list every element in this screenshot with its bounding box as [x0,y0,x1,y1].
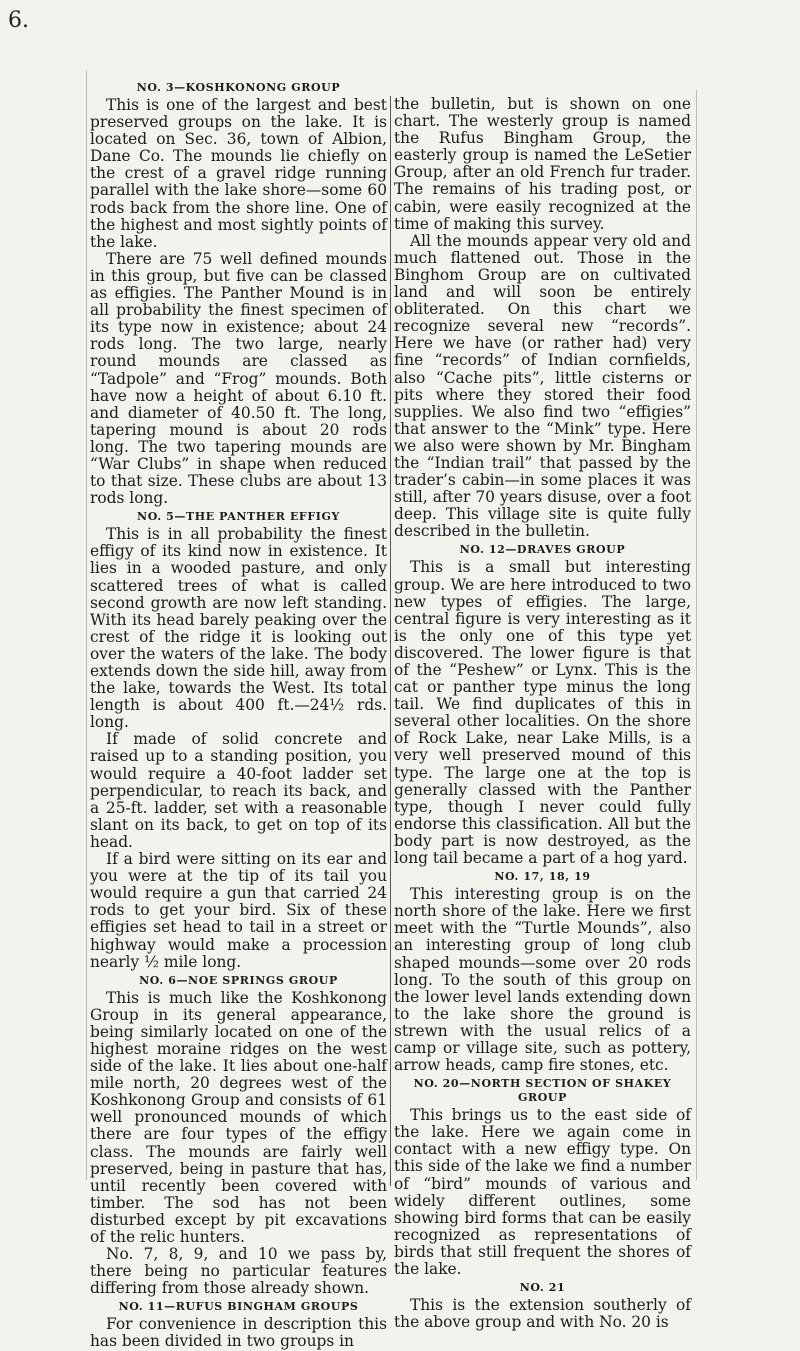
paragraph: There are 75 well defined mounds in this group, but five can be classed as effigies. The Panther Mound is in all probability the finest specimen of its type now in existence; about 24 rods long. The two large, nearly round mounds are classed as “Tadpole” and “Frog” mounds. Both have now a height of about 6.10 ft. and diameter of 40.50 ft. The long, tapering mound is about 20 rods long. The two tapering mounds are “War Clubs” in shape when reduced to that size. These clubs are about 13 rods long. [90,249,387,508]
column-divider [390,96,391,1186]
paragraph: This interesting group is on the north shore of the lake. Here we first meet with the “Turtle Mounds”, also an interesting group of long club shaped mounds—some over 20 rods long. To the south of this group on the lower level lands extending down to the lake shore the ground is strewn with the usual relics of a camp or village site, such as pottery, arrow heads, camp fire stones, etc. [394,885,691,1075]
paragraph: This is in all probability the finest effigy of its kind now in existence. It lies in a wooded pasture, and only scattered trees of what is called second growth are now left standing. With its head barely peaking over the crest of the ridge it is looking out over the waters of the lake. The body extends down the side hill, away from the lake, towards the West. Its total length is about 400 ft.—24½ rds. long. [90,525,387,732]
paragraph: For convenience in description this has been divided in two groups in [90,1315,387,1351]
left-column [90,78,387,1351]
paragraph: This is one of the largest and best preserved groups on the lake. It is located on Sec. 36, town of Albion, Dane Co. The mounds lie chiefly on the crest of a gravel ridge running parallel with the lake shore—some 60 rods back from the shore line. One of the highest and most sightly points of the lake. [90,96,387,251]
paragraph: If a bird were sitting on its ear and you were at the tip of its tail you would require a gun that carried 24 rods to get your bird. Six of these effigies set head to tail in a street or highway would make a procession nearly ½ mile long. [90,850,387,971]
heading-panther-effigy: NO. 5—THE PANTHER EFFIGY [137,510,340,524]
paragraph: All the mounds appear very old and much flattened out. Those in the Binghom Group are on cultivated land and will soon be entirely obliterated. On this chart we recognize several new “records”. Here we have (or rather had) very fine “records” of Indian cornfields, also “Cache pits”, little cisterns or pits where they stored their food supplies. We also find two “effigies” that answer to the “Mink” type. Here we also were shown by Mr. Bingham the “Indian trail” that passed by the trader’s cabin—in some places it was still, after 70 years disuse, over a foot deep. This village site is quite fully described in the bulletin. [394,231,691,541]
paragraph: the bulletin, but is shown on one chart. The westerly group is named the Rufus Bingham Group, the easterly group is named the LeSetier Group, after an old French fur trader. The remains of his trading post, or cabin, were easily recognized at the time of making this survey. [394,95,691,233]
page-number: 6. [8,8,29,33]
paragraph: This brings us to the east side of the lake. Here we again come in contact with a new effigy type. On this side of the lake we find a number of “bird” mounds of various and widely different outlines, some showing bird forms that can be easily recognized as representations of birds that still frequent the shores of the lake. [394,1106,691,1278]
heading-koshkonong-group: NO. 3—KOSHKONONG GROUP [136,81,341,94]
heading-draves-group: NO. 12—DRAVES GROUP [459,543,626,557]
heading-rufus-bingham-groups: NO. 11—RUFUS BINGHAM GROUPS [118,1300,359,1314]
paragraph: This is much like the Koshkonong Group in its general appearance, being similarly located on one of the highest moraine ridges on the west side of the lake. It lies about one-half mile north, 20 degrees west of the Koshkonong Group and consists of 61 well pronounced mounds of which there are four types of the effigy class. The mounds are fairly well preserved, being in pasture that has, until recently been covered with timber. The sod has not been disturbed except by pit excavations of the relic hunters. [90,988,387,1246]
heading-no-17-18-19: NO. 17, 18, 19 [494,870,591,884]
paragraph: This is a small but interesting group. We are here introduced to two new types of effigies. The large, central figure is very interesting as it is the only one of this type yet discovered. The lower figure is that of the “Peshew” or Lynx. This is the cat or panther type minus the long tail. We find duplicates of this in several other localities. On the shore of Rock Lake, near Lake Mills, is a very well preserved mound of this type. The large one at the top is generally classed with the Panther type, though I never could fully endorse this classification. All but the body part is now destroyed, as the long tail became a part of a hog yard. [394,558,691,868]
clipping-right-edge [696,90,697,1180]
paragraph: If made of solid concrete and raised up to a standing position, you would require a 40-foot ladder set perpendicular, to reach its back, and a 25-ft. ladder, set with a reasonable slant on its back, to get on top of its head. [90,730,387,851]
heading-shakey-group: NO. 20—NORTH SECTION OF SHAKEY GROUP [413,1077,672,1105]
clipping-left-edge [86,70,87,1180]
heading-no-21: NO. 21 [519,1281,566,1295]
heading-noe-springs-group: NO. 6—NOE SPRINGS GROUP [139,973,338,987]
right-column [394,96,691,1331]
paragraph: No. 7, 8, 9, and 10 we pass by, there being no particular features differing from those already shown. [90,1245,387,1298]
paragraph: This is the extension southerly of the above group and with No. 20 is [394,1296,691,1332]
